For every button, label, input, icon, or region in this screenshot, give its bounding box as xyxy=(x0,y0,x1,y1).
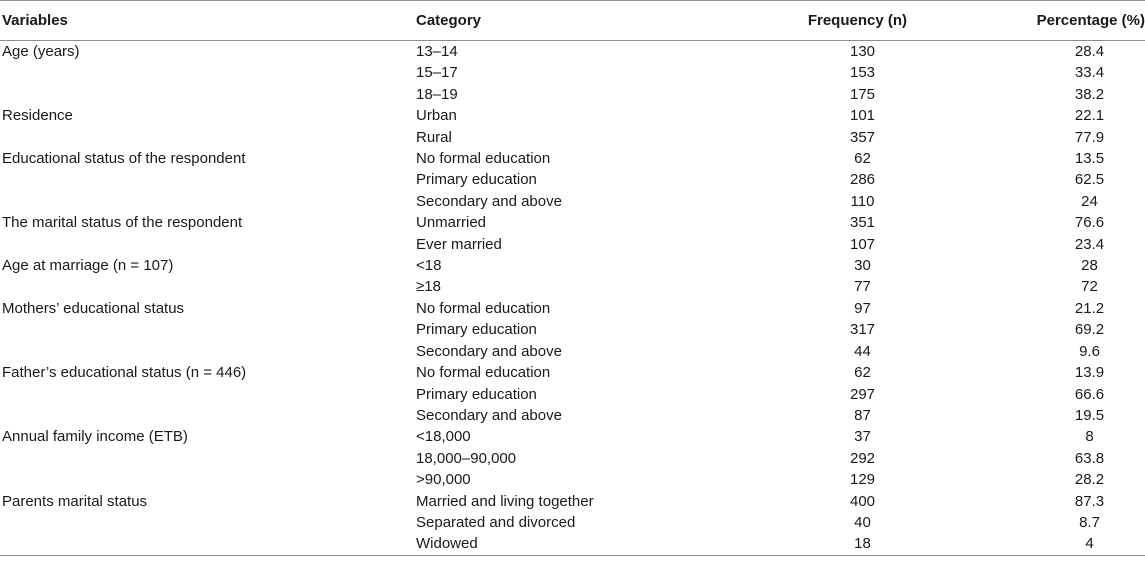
cell-variable xyxy=(0,84,414,105)
cell-category: ≥18 xyxy=(416,278,441,296)
cell-percentage: 4 xyxy=(954,533,1145,555)
table-row xyxy=(0,319,1145,340)
table-row xyxy=(0,426,1145,447)
cell-variable xyxy=(0,469,414,490)
cell-variable: The marital status of the respondent xyxy=(2,214,243,232)
cell-variable: Annual family income (ETB) xyxy=(2,428,188,446)
cell-percentage: 24 xyxy=(1081,192,1098,210)
cell-frequency: 97 xyxy=(854,299,871,317)
cell-category: Separated and divorced xyxy=(416,513,576,531)
cell-variable xyxy=(0,533,414,555)
cell-category: No formal education xyxy=(416,364,551,382)
cell-category: 18–19 xyxy=(416,85,458,103)
cell-percentage: 77.9 xyxy=(1074,128,1105,146)
cell-variable: Parents marital status xyxy=(2,492,148,510)
header-category: Category xyxy=(414,1,714,41)
cell-variable xyxy=(0,191,414,212)
table-row xyxy=(0,362,1145,383)
cell-percentage: 62.5 xyxy=(1074,171,1105,189)
cell-variable xyxy=(0,62,414,83)
cell-percentage: 87.3 xyxy=(1074,492,1105,510)
cell-frequency: 175 xyxy=(849,85,876,103)
cell-category: No formal education xyxy=(416,299,551,317)
cell-variable xyxy=(0,169,414,190)
cell-percentage: 8.7 xyxy=(1079,513,1100,531)
cell-variable xyxy=(0,234,414,255)
cell-frequency: 30 xyxy=(854,257,871,275)
header-frequency: Frequency (n) xyxy=(714,1,954,41)
cell-frequency: 129 xyxy=(849,471,876,489)
cell-percentage: 22.1 xyxy=(1074,107,1105,125)
cell-category: Ever married xyxy=(416,235,502,253)
cell-category: Secondary and above xyxy=(416,192,562,210)
cell-frequency: 400 xyxy=(849,492,876,510)
cell-category: Rural xyxy=(416,128,452,146)
table-row xyxy=(0,448,1145,469)
table-row xyxy=(0,512,1145,533)
cell-variable xyxy=(0,276,414,297)
cell-variable: Educational status of the respondent xyxy=(2,150,246,168)
table-row xyxy=(0,491,1145,512)
cell-percentage: 19.5 xyxy=(1074,406,1105,424)
cell-variable: Residence xyxy=(2,107,73,125)
cell-frequency: 317 xyxy=(849,321,876,339)
header-percentage: Percentage (%) xyxy=(954,1,1145,41)
cell-percentage: 69.2 xyxy=(1074,321,1105,339)
cell-percentage: 33.4 xyxy=(1074,64,1105,82)
table-body xyxy=(0,41,1145,556)
cell-frequency: 357 xyxy=(849,128,876,146)
cell-category: 13–14 xyxy=(416,43,458,60)
cell-variable xyxy=(0,319,414,340)
table-row xyxy=(0,62,1145,83)
table-row xyxy=(0,84,1145,105)
table-row xyxy=(0,234,1145,255)
cell-variable: Mothers’ educational status xyxy=(2,299,185,317)
cell-category: >90,000 xyxy=(416,471,471,489)
cell-frequency: 351 xyxy=(849,214,876,232)
cell-variable xyxy=(0,341,414,362)
cell-variable xyxy=(0,384,414,405)
table-row xyxy=(0,255,1145,276)
cell-frequency: 286 xyxy=(849,171,876,189)
cell-percentage: 76.6 xyxy=(1074,214,1105,232)
cell-frequency: 62 xyxy=(854,150,871,168)
cell-frequency: 292 xyxy=(849,449,876,467)
cell-percentage: 13.5 xyxy=(1074,150,1105,168)
cell-percentage: 23.4 xyxy=(1074,235,1105,253)
cell-category: Secondary and above xyxy=(416,406,562,424)
table-row xyxy=(0,169,1145,190)
cell-category: 15–17 xyxy=(416,64,458,82)
cell-category: Primary education xyxy=(416,171,537,189)
cell-frequency: 44 xyxy=(854,342,871,360)
table-row xyxy=(0,533,1145,555)
cell-frequency: 40 xyxy=(854,513,871,531)
cell-frequency: 77 xyxy=(854,278,871,296)
cell-category: 18,000–90,000 xyxy=(416,449,517,467)
cell-percentage: 21.2 xyxy=(1074,299,1105,317)
cell-category: <18,000 xyxy=(416,428,471,446)
cell-percentage: 72 xyxy=(1081,278,1098,296)
table-row xyxy=(0,405,1145,426)
cell-frequency: 101 xyxy=(849,107,876,125)
table-row xyxy=(0,191,1145,212)
cell-variable: Age (years) xyxy=(2,43,80,60)
cell-variable xyxy=(0,127,414,148)
cell-category: Urban xyxy=(416,107,457,125)
cell-frequency: 110 xyxy=(850,192,875,210)
cell-variable: Age at marriage (n = 107) xyxy=(2,257,174,275)
cell-frequency: 107 xyxy=(849,235,876,253)
cell-category: Married and living together xyxy=(416,492,594,510)
cell-frequency: 62 xyxy=(854,364,871,382)
table-row xyxy=(0,469,1145,490)
cell-percentage: 38.2 xyxy=(1074,85,1105,103)
cell-variable xyxy=(0,448,414,469)
header-row xyxy=(0,1,1145,41)
table-row xyxy=(0,341,1145,362)
cell-category: Unmarried xyxy=(416,214,487,232)
table-row xyxy=(0,127,1145,148)
header-variables: Variables xyxy=(0,1,414,41)
table-row xyxy=(0,384,1145,405)
cell-frequency: 18 xyxy=(714,533,954,555)
cell-category: <18 xyxy=(416,257,442,275)
cell-category: No formal education xyxy=(416,150,551,168)
cell-variable xyxy=(0,512,414,533)
cell-frequency: 37 xyxy=(854,428,871,446)
cell-percentage: 13.9 xyxy=(1074,364,1105,382)
cell-frequency: 153 xyxy=(849,64,876,82)
cell-percentage: 28 xyxy=(1081,257,1098,275)
table-row xyxy=(0,212,1145,233)
cell-category: Widowed xyxy=(414,533,714,555)
cell-percentage: 8 xyxy=(1085,428,1094,446)
table-row xyxy=(0,41,1145,63)
cell-percentage: 9.6 xyxy=(1079,342,1100,360)
cell-percentage: 28.2 xyxy=(1074,471,1105,489)
cell-category: Primary education xyxy=(416,321,537,339)
cell-frequency: 130 xyxy=(849,43,876,60)
cell-percentage: 63.8 xyxy=(1074,449,1105,467)
cell-category: Primary education xyxy=(416,385,537,403)
table-row xyxy=(0,148,1145,169)
cell-category: Secondary and above xyxy=(416,342,562,360)
table-row xyxy=(0,298,1145,319)
table-row xyxy=(0,276,1145,297)
cell-percentage: 66.6 xyxy=(1074,385,1105,403)
cell-frequency: 297 xyxy=(849,385,876,403)
table-row xyxy=(0,105,1145,126)
cell-percentage: 28.4 xyxy=(1074,43,1105,60)
table-header xyxy=(0,1,1145,41)
cell-variable: Father’s educational status (n = 446) xyxy=(2,364,247,382)
cell-frequency: 87 xyxy=(854,406,871,424)
cell-variable xyxy=(0,405,414,426)
